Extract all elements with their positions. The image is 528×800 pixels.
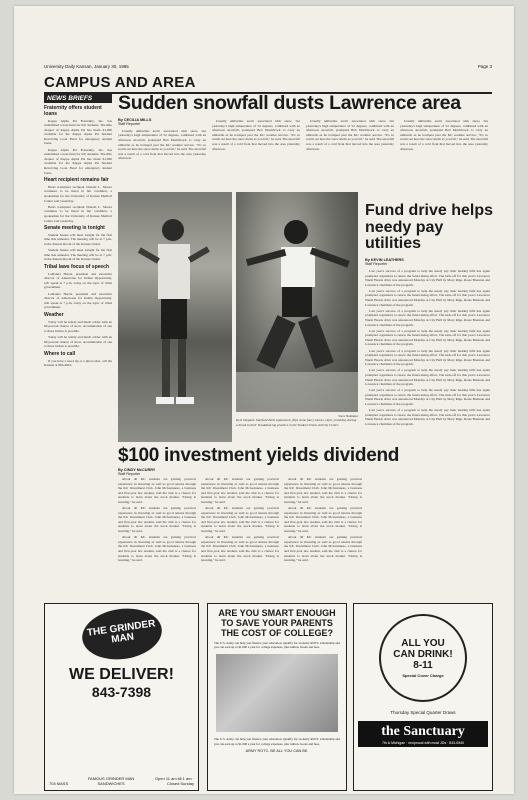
brief-text: Kappa Alpha Psi Fraternity, Inc. has established a loan fund for KU students. The Rho chapter of Kappa Alpha Psi has made $1,000 available for the Kappa Alpha Psi Student Revolving Loan Fund for emergency student loans. Kappa Alpha Psi Fraternity, Inc. has established a loan fund for KU students. The Rho chapter of Kappa Alpha Psi has made $1,000 available for the Kappa Alpha Psi Student Revolving Loan Fund for emergency student loans. <box>44 118 112 175</box>
brief-text: Student Senate will meet tonight for the first time this semester. The meeting will be at 7 p.m. in the Kansas Room of the Kansas Union. Student Senate will meet tonight for the first time this semester. The meeting will be at 7 p.m. in the Kansas Room of the Kansas Union. <box>44 232 112 262</box>
savings-ad-text: The U.S. Army can help you finance your education. Qualify for an Army ROTC scholarship and you can earn up to $1,000 a year for college expenses, plus tuition, books and fees. <box>214 737 340 746</box>
breakdancer-spin-icon <box>236 192 358 412</box>
grinder-phone: 843-7398 <box>91 684 152 700</box>
snow-column: Usually umbrellas aren't associated with snow, but yesterday's high temperature of 52 degrees, combined with an afternoon snowfall, prompted Bob Drumbrock to carry an umbrella as he tromped past the KU weather service. "It's so warm out here the snow melts as you fall," he said. The snowfall was a result of a cold front that moved into the area yesterday afternoon. <box>306 119 394 151</box>
savings-ad-headline: ARE YOU SMART ENOUGH TO SAVE YOUR PARENTS THE COST OF COLLEGE? <box>218 608 336 638</box>
photo-credit: Steve Shumaker <box>338 414 358 418</box>
sanctuary-night: Thursday Special Quarter Draws <box>390 710 456 715</box>
grinder-man-logo: THE GRINDER MAN <box>78 604 164 665</box>
investment-column: About 40 KU students are gaining practical experience in investing as well as good returns through the KU Investment Club. John McGuinness, a business and first-year law student, said the club is a chance for students to learn about the stock market. "Doing is learning," he said. About 40 KU students are gaining practical experience in investing as well as good returns through the KU Investment Club. John McGuinness, a business and first-year law student, said the club is a chance for students to learn about the stock market. "Doing is learning," he said. About 40 KU students are gaining practical experience in investing as well as good returns through the KU Investment Club. John McGuinness, a business and first-year law student, said the club is a chance for students to learn about the stock market. "Doing is learning," he said. <box>284 477 362 563</box>
brief-text: Heart transplant recipient Donald L. Moore continues to be listed in fair condition, a spokesman for the University of Kansas Medical Center said yesterday. Heart transplant recipient Donald L. Moore continues to be listed in fair condition, a spokesman for the University of Kansas Medical Center said yesterday. <box>44 184 112 223</box>
section-title: CAMPUS AND AREA <box>44 74 492 94</box>
folio-date: University Daily Kansan, January 30, 1985 <box>44 64 129 69</box>
folio-page: Page 3 <box>477 64 492 69</box>
grinder-hours: Open 11 am till 1 am · Closed Sunday <box>154 776 194 786</box>
grinder-man-ad <box>44 603 199 791</box>
fund-headline: Fund drive helps needy pay utilities <box>365 202 494 252</box>
grinder-deliver: WE DELIVER! <box>69 666 174 683</box>
photo-caption: Steve Shumaker Kyle Shepard, Stanford Park sophomore, flips some fancy moves, right, yesterday during a break in their breakdancing practice in the Student Union Activity Center. <box>236 414 358 427</box>
snow-story-columns <box>118 118 488 162</box>
breakdancer-photo-left <box>118 192 232 442</box>
newspaper-page <box>14 6 514 794</box>
savings-ad-footer: ARMY ROTC. BE ALL YOU CAN BE. <box>245 748 309 753</box>
army-savings-ad <box>207 603 347 791</box>
brief-headline: Fraternity offers student loans <box>44 105 102 117</box>
news-briefs-column <box>44 94 112 369</box>
brief-headline: Where to call <box>44 350 76 357</box>
brief-text: If you have a news tip or a photo idea, call the Kansan at 864-4810. <box>44 358 112 368</box>
news-briefs-tag: NEWS BRIEFS <box>44 94 112 103</box>
fund-story-text: Last year's success of a program to help the needy pay their heating bills has again prompted organizers to renew the fund-raising effort. The kick-off for this year's Lawrence Warm Hearts drive was announced Monday at City Hall by Mary Ripp, Rosie Brennan and Lawrence chairman of the program. Last year's success of a program to help the needy pay their heating bills has again prompted organizers to renew the fund-raising effort. The kick-off for this year's Lawrence Warm Hearts drive was announced Monday at City Hall by Mary Ripp, Rosie Brennan and Lawrence chairman of the program. Last year's success of a program to help the needy pay their heating bills has again prompted organizers to renew the fund-raising effort. The kick-off for this year's Lawrence Warm Hearts drive was announced Monday at City Hall by Mary Ripp, Rosie Brennan and Lawrence chairman of the program. Last year's success of a program to help the needy pay their heating bills has again prompted organizers to renew the fund-raising effort. The kick-off for this year's Lawrence Warm Hearts drive was announced Monday at City Hall by Mary Ripp, Rosie Brennan and Lawrence chairman of the program. Last year's success of a program to help the needy pay their heating bills has again prompted organizers to renew the fund-raising effort. The kick-off for this year's Lawrence Warm Hearts drive was announced Monday at City Hall by Mary Ripp, Rosie Brennan and Lawrence chairman of the program. Last year's success of a program to help the needy pay their heating bills has again prompted organizers to renew the fund-raising effort. The kick-off for this year's Lawrence Warm Hearts drive was announced Monday at City Hall by Mary Ripp, Rosie Brennan and Lawrence chairman of the program. Last year's success of a program to help the needy pay their heating bills has again prompted organizers to renew the fund-raising effort. The kick-off for this year's Lawrence Warm Hearts drive was announced Monday at City Hall by Mary Ripp, Rosie Brennan and Lawrence chairman of the program. Last year's success of a program to help the needy pay their heating bills has again prompted organizers to renew the fund-raising effort. The kick-off for this year's Lawrence Warm Hearts drive was announced Monday at City Hall by Mary Ripp, Rosie Brennan and Lawrence chairman of the program. <box>365 269 490 426</box>
breakdancer-figure-icon <box>118 192 232 442</box>
savings-ad-text: The U.S. Army can help you finance your education. Qualify for an Army ROTC scholarship and you can earn up to $1,000 a year for college expenses, plus tuition, books and fees. <box>214 641 340 650</box>
snow-headline: Sudden snowfall dusts Lawrence area <box>118 92 461 114</box>
brief-headline: Senate meeting is tonight <box>44 225 105 232</box>
brief-headline: Heart recipient remains fair <box>44 177 109 184</box>
brief-text: Today will be windy and much colder with an 80 percent chance of snow. Accumulation of one to three inches is possible. Today will be windy and much colder with an 80 percent chance of snow. Accumulation of one to three inches is possible. <box>44 319 112 349</box>
folio-line <box>44 64 492 69</box>
snow-column: By CECILIA MILLS Staff Reporter Usually umbrellas aren't associated with snow, but yesterday's high temperature of 52 degrees, combined with an afternoon snowfall, prompted Bob Drumbrock to carry an umbrella as he tromped past the KU weather service. "It's so warm out here the snow melts as you fall," he said. The snowfall was a result of a cold front that moved into the area yesterday afternoon. <box>118 118 206 161</box>
savings-ad-photo <box>216 654 338 732</box>
sanctuary-address: 7th & Michigan · reciprocal with most JDs · 843-0540 <box>358 741 488 747</box>
breakdancer-photo-right <box>236 192 358 412</box>
grinder-name: FAMOUS GRINDER MAN SANDWICHES <box>87 776 135 786</box>
sanctuary-ad <box>353 603 493 791</box>
investment-story-columns <box>118 476 363 564</box>
fund-byline: By KEVIN LEATHERS Staff Reporter <box>365 258 404 267</box>
investment-headline: $100 investment yields dividend <box>118 445 400 466</box>
snow-column: Usually umbrellas aren't associated with snow, but yesterday's high temperature of 52 degrees, combined with an afternoon snowfall, prompted Bob Drumbrock to carry an umbrella as he tromped past the KU weather service. "It's so warm out here the snow melts as you fall," he said. The snowfall was a result of a cold front that moved into the area yesterday afternoon. <box>400 119 488 151</box>
brief-headline: Weather <box>44 311 64 318</box>
brief-headline: Tribal laws focus of speech <box>44 263 110 270</box>
grinder-address: 704 MASS <box>49 781 69 786</box>
brief-text: LaDonna Harris, president and executive director of Americans for Indian Opportunity, will speak at 7 p.m. today on the topic of tribal government. LaDonna Harris, president and executive director of Americans for Indian Opportunity, will speak at 7 p.m. today on the topic of tribal government. <box>44 271 112 310</box>
snow-column: Usually umbrellas aren't associated with snow, but yesterday's high temperature of 52 degrees, combined with an afternoon snowfall, prompted Bob Drumbrock to carry an umbrella as he tromped past the KU weather service. "It's so warm out here the snow melts as you fall," he said. The snowfall was a result of a cold front that moved into the area yesterday afternoon. <box>212 119 300 151</box>
sanctuary-logo: the Sanctuary <box>358 721 488 741</box>
investment-byline: By CINDY McCURRY Staff Reporter <box>118 468 156 477</box>
investment-column: About 40 KU students are gaining practical experience in investing as well as good returns through the KU Investment Club. John McGuinness, a business and first-year law student, said the club is a chance for students to learn about the stock market. "Doing is learning," he said. About 40 KU students are gaining practical experience in investing as well as good returns through the KU Investment Club. John McGuinness, a business and first-year law student, said the club is a chance for students to learn about the stock market. "Doing is learning," he said. About 40 KU students are gaining practical experience in investing as well as good returns through the KU Investment Club. John McGuinness, a business and first-year law student, said the club is a chance for students to learn about the stock market. "Doing is learning," he said. <box>201 477 279 563</box>
investment-column: About 40 KU students are gaining practical experience in investing as well as good returns through the KU Investment Club. John McGuinness, a business and first-year law student, said the club is a chance for students to learn about the stock market. "Doing is learning," he said. About 40 KU students are gaining practical experience in investing as well as good returns through the KU Investment Club. John McGuinness, a business and first-year law student, said the club is a chance for students to learn about the stock market. "Doing is learning," he said. About 40 KU students are gaining practical experience in investing as well as good returns through the KU Investment Club. John McGuinness, a business and first-year law student, said the club is a chance for students to learn about the stock market. "Doing is learning," he said. <box>118 477 196 563</box>
snow-byline: By CECILIA MILLS Staff Reporter <box>118 118 152 127</box>
all-you-can-drink-badge: ALL YOU CAN DRINK! 8-11 Special Cover Charge <box>379 614 467 702</box>
